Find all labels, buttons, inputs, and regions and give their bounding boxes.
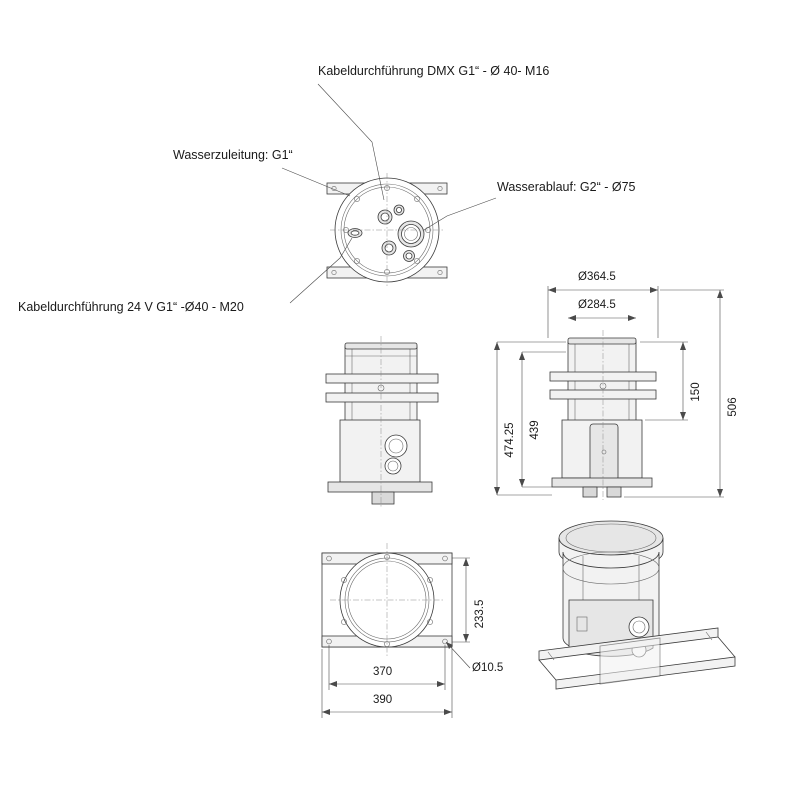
view-front-right bbox=[550, 330, 656, 500]
view-bottom-plate bbox=[322, 543, 452, 657]
dimension-height-474: 474.25 bbox=[504, 422, 516, 458]
dimension-lines bbox=[322, 286, 724, 718]
dimension-width-390: 390 bbox=[373, 694, 393, 706]
callout-dmx: Kabeldurchführung DMX G1“ - Ø 40- M16 bbox=[318, 64, 550, 78]
view-isometric bbox=[539, 521, 735, 689]
callout-wasserzuleitung: Wasserzuleitung: G1“ bbox=[173, 148, 293, 162]
callout-kabel-24v: Kabeldurchführung 24 V G1“ -Ø40 - M20 bbox=[18, 300, 244, 314]
view-front-left bbox=[326, 336, 438, 508]
dimension-width-370: 370 bbox=[373, 666, 393, 678]
dimension-diameter-364: Ø364.5 bbox=[578, 271, 616, 283]
dimension-height-233: 233.5 bbox=[474, 599, 486, 629]
dimension-height-439: 439 bbox=[529, 420, 541, 440]
dimension-height-150: 150 bbox=[690, 382, 702, 402]
callout-wasserablauf: Wasserablauf: G2“ - Ø75 bbox=[497, 180, 636, 194]
callout-leaders bbox=[282, 84, 496, 303]
dimension-diameter-284: Ø284.5 bbox=[578, 299, 616, 311]
dimension-height-506: 506 bbox=[727, 397, 739, 417]
view-top-plate bbox=[327, 173, 447, 287]
dimension-diameter-10-5: Ø10.5 bbox=[472, 662, 504, 674]
